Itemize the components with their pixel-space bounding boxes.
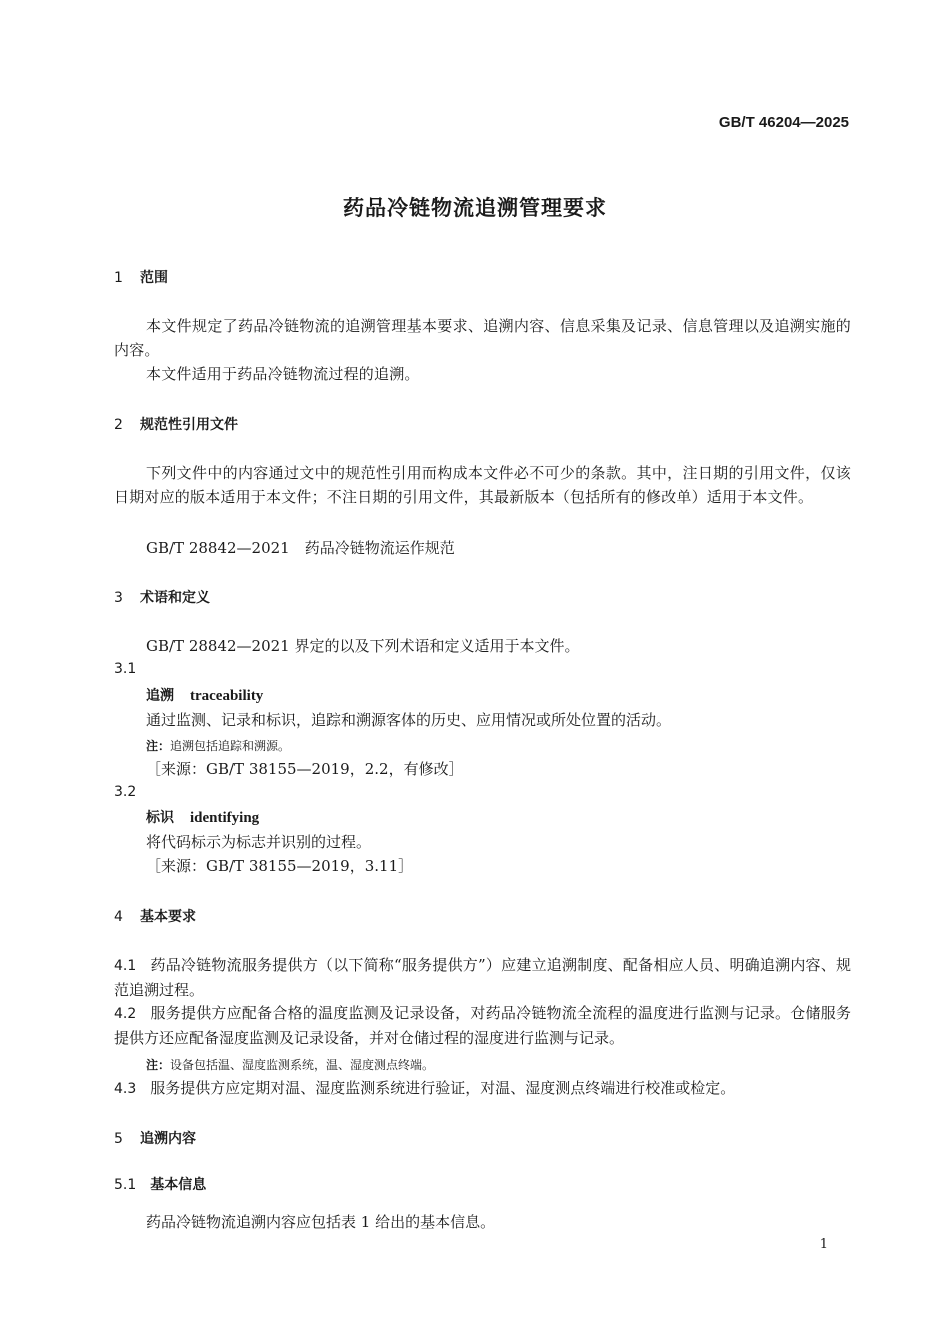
clause: [114, 1076, 851, 1101]
clause-number: 4.1: [114, 958, 137, 974]
section-number: 2: [114, 417, 123, 433]
section-title: 范围: [140, 270, 168, 286]
section-number: 4: [114, 909, 123, 925]
note: [146, 737, 290, 754]
section-heading-traceability-content: [114, 1128, 196, 1148]
paragraph: 本文件适用于药品冷链物流过程的追溯。: [146, 365, 420, 383]
term-source: ［来源：GB/T 38155—2019，3.11］: [146, 857, 414, 875]
note: [146, 1056, 434, 1073]
clause-text: 药品冷链物流服务提供方（以下简称“服务提供方”）应建立追溯制度、配备相应人员、明确追溯内容、规范追溯过程。: [114, 956, 851, 999]
term-definition: 通过监测、记录和标识，追踪和溯源客体的历史、应用情况或所处位置的活动。: [146, 711, 672, 729]
section-heading-terms: [114, 587, 210, 607]
clause: [114, 953, 851, 1002]
section-title: 基本要求: [140, 909, 196, 925]
subsection-heading-basic-info: [114, 1174, 206, 1194]
section-title: 术语和定义: [140, 590, 210, 606]
section-title: 追溯内容: [140, 1131, 196, 1147]
term-number: 3.2: [114, 784, 137, 800]
clause-number: 4.3: [114, 1081, 137, 1097]
note-label: 注：: [146, 739, 171, 753]
term-zh: 标识: [146, 810, 174, 826]
note-text: 设备包括温、湿度监测系统，温、湿度测点终端。: [170, 1058, 435, 1072]
term-en: identifying: [190, 810, 260, 826]
clause-text: 服务提供方应配备合格的温度监测及记录设备，对药品冷链物流全流程的温度进行监测与记录。仓储服务提供方还应配备湿度监测及记录设备，并对仓储过程的湿度进行监测与记录。: [114, 1004, 851, 1047]
document-title: 药品冷链物流追溯管理要求: [343, 196, 607, 220]
section-title: 规范性引用文件: [140, 417, 238, 433]
subsection-number: 5.1: [114, 1177, 137, 1193]
subsection-title: 基本信息: [150, 1177, 207, 1193]
term-entry: [146, 685, 263, 705]
normative-reference: GB/T 28842—2021 药品冷链物流运作规范: [146, 539, 455, 557]
section-heading-scope: [114, 267, 168, 287]
note-text: 追溯包括追踪和溯源。: [170, 739, 291, 753]
clause: [114, 1001, 851, 1050]
term-source: ［来源：GB/T 38155—2019，2.2，有修改］: [146, 760, 464, 778]
standard-code: GB/T 46204—2025: [718, 114, 849, 131]
term-en: traceability: [190, 688, 264, 704]
clause-text: 服务提供方应定期对温、湿度监测系统进行验证，对温、湿度测点终端进行校准或检定。: [150, 1079, 736, 1097]
page-number: 1: [819, 1237, 828, 1252]
term-zh: 追溯: [146, 688, 174, 704]
paragraph: GB/T 28842—2021 界定的以及下列术语和定义适用于本文件。: [146, 637, 580, 655]
clause-number: 4.2: [114, 1006, 137, 1022]
note-label: 注：: [146, 1058, 171, 1072]
term-number: 3.1: [114, 661, 137, 677]
section-number: 3: [114, 590, 123, 606]
paragraph: 本文件规定了药品冷链物流的追溯管理基本要求、追溯内容、信息采集及记录、信息管理以及追溯实施的内容。: [114, 317, 851, 359]
term-entry: [146, 807, 259, 827]
term-definition: 将代码标示为标志并识别的过程。: [146, 833, 372, 851]
section-heading-basic-requirements: [114, 906, 196, 926]
paragraph: 药品冷链物流追溯内容应包括表 1 给出的基本信息。: [146, 1213, 496, 1231]
paragraph: 下列文件中的内容通过文中的规范性引用而构成本文件必不可少的条款。其中，注日期的引用文件，仅该日期对应的版本适用于本文件；不注日期的引用文件，其最新版本（包括所有的修改单）适用于本文件。: [114, 464, 851, 506]
section-number: 5: [114, 1131, 123, 1147]
section-heading-normative-references: [114, 414, 238, 434]
section-number: 1: [114, 270, 123, 286]
